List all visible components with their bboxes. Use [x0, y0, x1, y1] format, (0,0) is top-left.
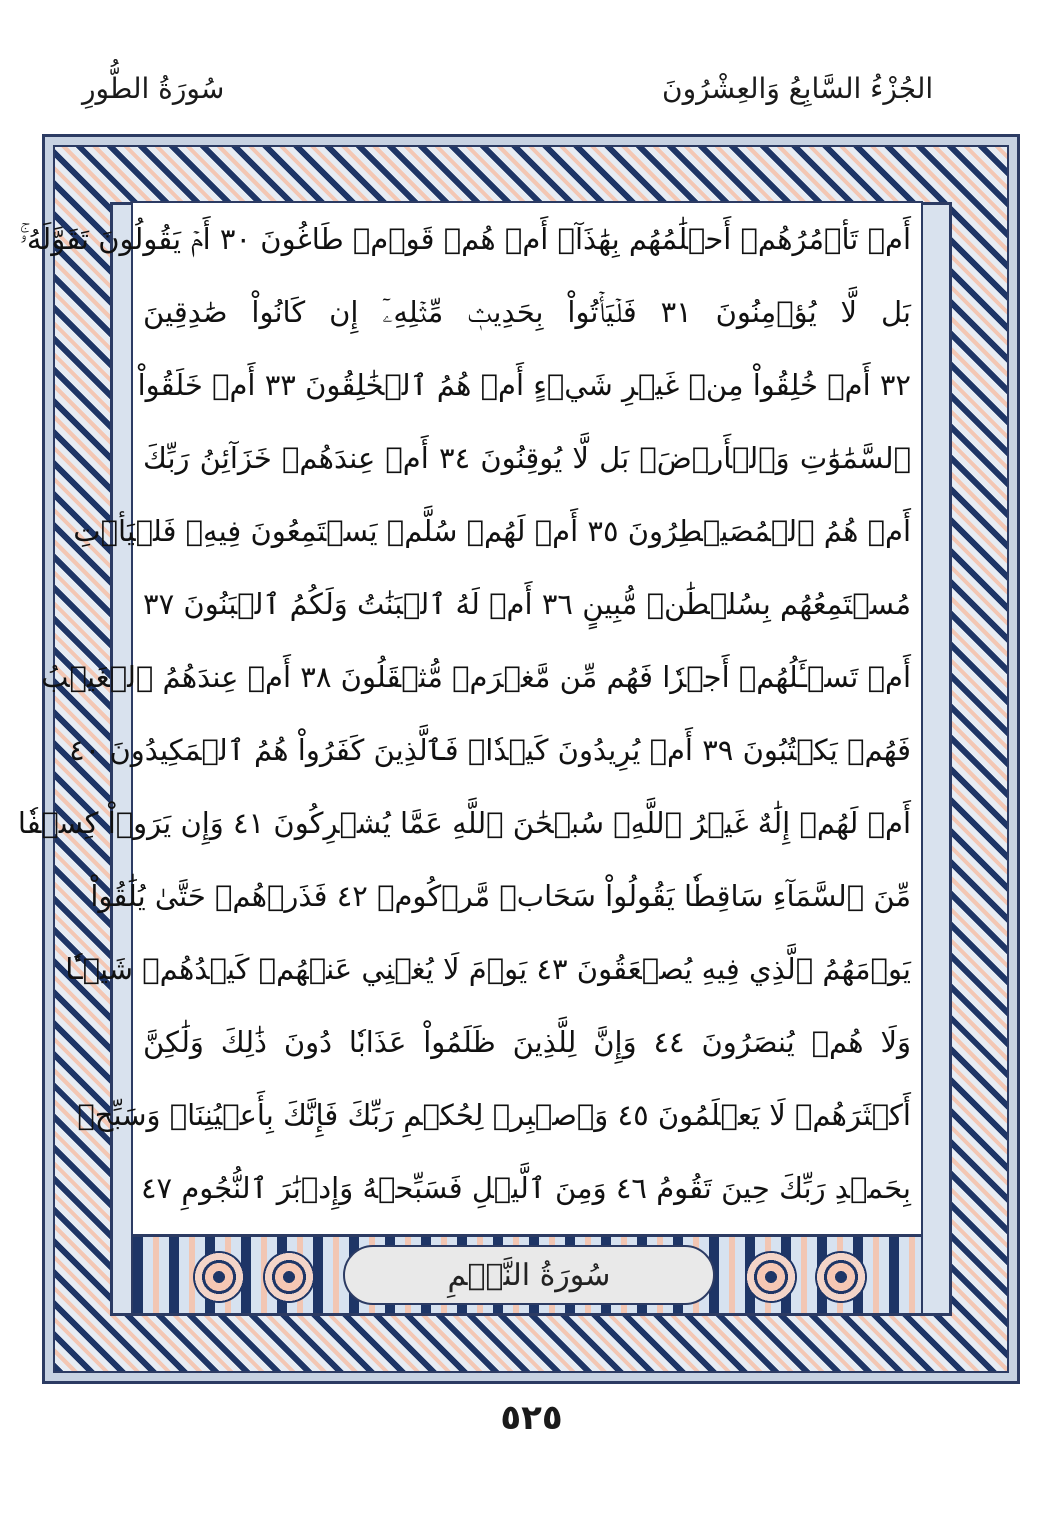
text-line: ٣٢ أَمۡ خُلِقُواْ مِنۡ غَيۡرِ شَيۡءٍ أَمۡ هُمُ ٱلۡخَٰلِقُونَ ٣٣ أَمۡ خَلَقُواْ: [137, 368, 911, 402]
text-line: أَمۡ تَأۡمُرُهُمۡ أَحۡلَٰمُهُم بِهَٰذَآۚ أَمۡ هُمۡ قَوۡمٞ طَاغُونَ ٣٠ أَمۡ يَقُولُونَ تَقَوَّلَهُۥۚ: [19, 222, 911, 256]
text-line: فَهُمۡ يَكۡتُبُونَ ٣٩ أَمۡ يُرِيدُونَ كَيۡدٗاۖ فَٱلَّذِينَ كَفَرُواْ هُمُ ٱلۡمَكِيدُونَ ٤٠: [69, 733, 911, 767]
ornamental-frame: [17, 134, 1020, 1384]
next-surah-title: سُورَةُ النَّجۡمِ: [447, 1257, 611, 1293]
text-line: أَمۡ تَسۡـَٔلُهُمۡ أَجۡرٗا فَهُم مِّن مَّغۡرَمٖ مُّثۡقَلُونَ ٣٨ أَمۡ عِندَهُمُ ٱلۡغَيۡبُ: [41, 660, 911, 694]
surah-heading-band: [131, 1235, 923, 1315]
juz-title: الجُزْءُ السَّابِعُ وَالعِشْرُونَ: [662, 72, 934, 105]
rosette-icon: [745, 1251, 797, 1303]
rosette-icon: [263, 1251, 315, 1303]
text-line: بِحَمۡدِ رَبِّكَ حِينَ تَقُومُ ٤٦ وَمِنَ ٱلَّيۡلِ فَسَبِّحۡهُ وَإِدۡبَٰرَ ٱلنُّجُومِ ٤٧: [140, 1171, 911, 1205]
page-number: ٥٢٥: [500, 1398, 563, 1438]
text-line: ٱلسَّمَٰوَٰتِ وَٱلۡأَرۡضَۚ بَل لَّا يُوقِنُونَ ٣٤ أَمۡ عِندَهُمۡ خَزَآئِنُ رَبِّكَ: [143, 441, 911, 475]
text-line: بَل لَّا يُؤۡمِنُونَ ٣١ فَلۡيَأۡتُواْ بِحَدِيثٖ مِّثۡلِهِۦٓ إِن كَانُواْ صَٰدِقِينَ: [143, 295, 912, 329]
text-line: مُسۡتَمِعُهُم بِسُلۡطَٰنٖ مُّبِينٍ ٣٦ أَمۡ لَهُ ٱلۡبَنَٰتُ وَلَكُمُ ٱلۡبَنُونَ ٣٧: [143, 587, 912, 621]
text-line: أَكۡثَرَهُمۡ لَا يَعۡلَمُونَ ٤٥ وَٱصۡبِرۡ لِحُكۡمِ رَبِّكَ فَإِنَّكَ بِأَعۡيُنِنَاۖ وَسَبِّحۡ: [77, 1098, 911, 1132]
text-line: أَمۡ لَهُمۡ إِلَٰهٌ غَيۡرُ ٱللَّهِۚ سُبۡحَٰنَ ٱللَّهِ عَمَّا يُشۡرِكُونَ ٤١ وَإِن يَرَوۡاْ كِسۡفٗا: [17, 806, 911, 840]
text-line: مِّنَ ٱلسَّمَآءِ سَاقِطٗا يَقُولُواْ سَحَابٞ مَّرۡكُومٞ ٤٢ فَذَرۡهُمۡ حَتَّىٰ يُلَٰقُواْ: [90, 879, 911, 913]
text-line: أَمۡ هُمُ ٱلۡمُصَيۡطِرُونَ ٣٥ أَمۡ لَهُمۡ سُلَّمٞ يَسۡتَمِعُونَ فِيهِۖ فَلۡيَأۡتِ: [73, 514, 911, 548]
rosette-icon: [193, 1251, 245, 1303]
quran-text-panel: [17, 201, 923, 1236]
surah-title: سُورَةُ الطُّورِ: [82, 72, 225, 105]
text-line: يَوۡمَهُمُ ٱلَّذِي فِيهِ يُصۡعَقُونَ ٤٣ يَوۡمَ لَا يُغۡنِي عَنۡهُمۡ كَيۡدُهُمۡ شَيۡـٔٗا: [65, 952, 911, 986]
text-line: وَلَا هُمۡ يُنصَرُونَ ٤٤ وَإِنَّ لِلَّذِينَ ظَلَمُواْ عَذَابٗا دُونَ ذَٰلِكَ وَلَٰكِنَّ: [143, 1025, 912, 1059]
surah-heading-cartouche: [343, 1245, 715, 1305]
rosette-icon: [815, 1251, 867, 1303]
